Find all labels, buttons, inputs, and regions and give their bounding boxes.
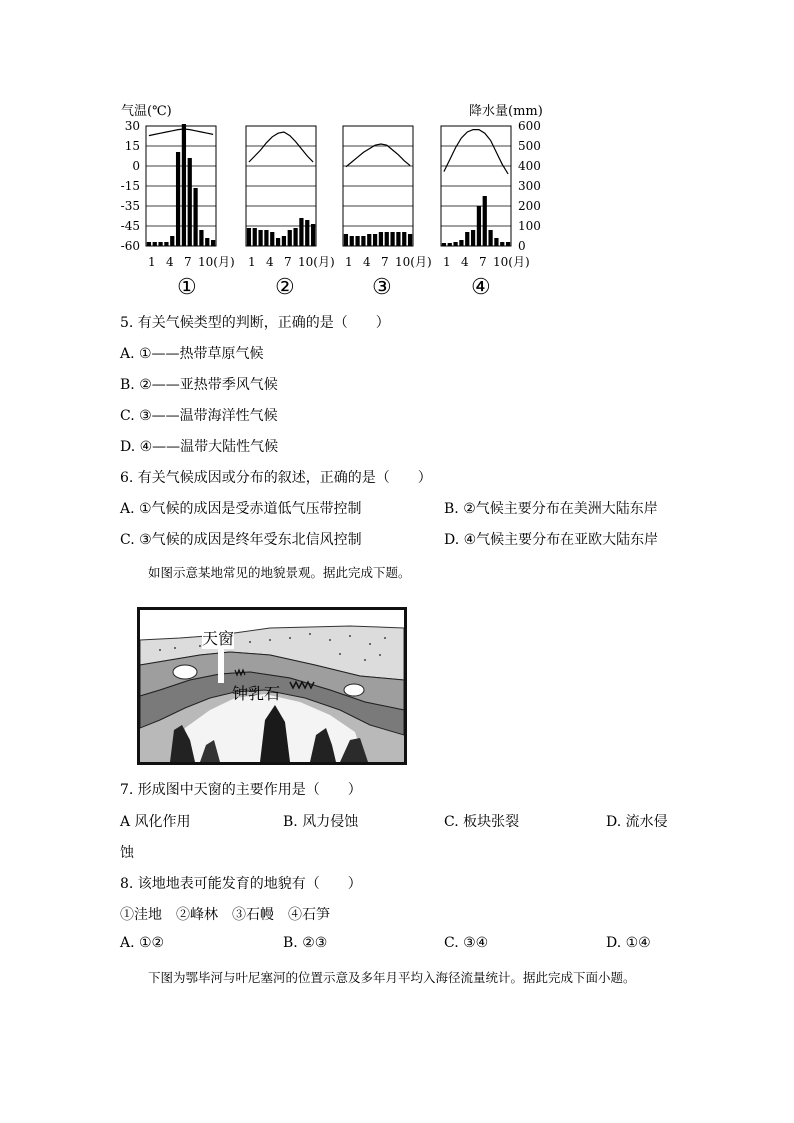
precip-bar [282,236,286,246]
q8-items: ①洼地 ②峰林 ③石幔 ④石笋 [120,907,330,923]
precip-bar [182,124,186,246]
precip-bar [355,236,359,246]
precip-bar [373,234,377,246]
precip-bar [483,196,487,246]
temp-tick-label: 30 [124,119,140,133]
month-tick-label: 4 [363,255,371,269]
temperature-curve [444,130,508,174]
chart-label-2: ② [275,275,295,300]
q5-stem: 5. 有关气候类型的判断，正确的是（ ） [120,315,390,331]
q6-option-b[interactable]: B. ②气候主要分布在美洲大陆东岸 [444,501,658,517]
precip-bar [500,242,504,246]
q5-option-a[interactable]: A. ①——热带草原气候 [120,346,264,362]
precip-tick-label: 0 [518,239,526,253]
month-tick-label: 7 [284,255,292,269]
precip-bar [258,230,262,246]
month-tick-label: 1 [248,255,256,269]
precip-bar [453,242,457,246]
precip-bar [494,238,498,246]
q7-option-c[interactable]: C. 板块张裂 [444,814,520,830]
q7-stem: 7. 形成图中天窗的主要作用是（ ） [120,782,362,798]
stalactite-label: 钟乳石 [232,684,281,703]
precipitation-axis-label: 降水量(mm) [469,104,543,119]
q7-option-a[interactable]: A 风化作用 [120,814,191,830]
precip-bar [170,236,174,246]
temperature-curve [249,132,313,162]
q8-option-b[interactable]: B. ②③ [283,935,328,951]
q6-option-c[interactable]: C. ③气候的成因是终年受东北信风控制 [120,532,362,548]
month-tick-label: 4 [166,255,174,269]
temperature-curve [346,144,410,167]
precip-bar [471,230,475,246]
precip-bar [305,220,309,246]
month-tick-label: 1 [443,255,451,269]
month-tick-label: 4 [461,255,469,269]
q5-option-b[interactable]: B. ②——亚热带季风气候 [120,377,278,393]
month-tick-label: 10(月) [198,255,235,269]
precip-bar [299,218,303,246]
precip-bar [402,232,406,246]
q7-option-d-wrap: 蚀 [120,845,134,861]
precip-bar [408,234,412,246]
temp-tick-label: 0 [132,159,140,173]
precip-bar [211,240,215,246]
precip-bar [396,232,400,246]
precip-bar [264,230,268,246]
month-tick-label: 4 [266,255,274,269]
precip-bar [477,206,481,246]
q8-option-a[interactable]: A. ①② [120,935,165,951]
q7-option-b[interactable]: B. 风力侵蚀 [283,814,359,830]
precip-bar [270,232,274,246]
precip-tick-label: 600 [518,119,541,133]
precip-tick-label: 300 [518,179,541,193]
q7-option-d[interactable]: D. 流水侵 [606,814,668,830]
intro-karst: 如图示意某地常见的地貌景观。据此完成下题。 [148,565,411,580]
precip-bar [164,242,168,246]
precip-bar [448,243,452,246]
temp-tick-label: -45 [120,219,140,233]
precip-bar [158,242,162,246]
precip-bar [344,234,348,246]
precip-bar [176,152,180,246]
month-tick-label: 10(月) [395,255,432,269]
climate-charts [110,96,560,301]
temp-tick-label: -35 [120,199,140,213]
precip-bar [293,228,297,246]
precip-bar [459,240,463,246]
q6-option-a[interactable]: A. ①气候的成因是受赤道低气压带控制 [120,501,362,517]
precip-bar [188,158,192,246]
precip-bar [379,232,383,246]
temperature-curve [149,129,213,136]
month-tick-label: 10(月) [493,255,530,269]
q8-option-c[interactable]: C. ③④ [444,935,489,951]
month-tick-label: 1 [148,255,156,269]
skylight-label: 天窗 [202,626,234,649]
month-tick-label: 10(月) [298,255,335,269]
precip-bar [311,224,315,246]
month-tick-label: 7 [479,255,487,269]
month-tick-label: 7 [381,255,389,269]
precip-bar [488,230,492,246]
precip-bar [288,230,292,246]
precip-bar [367,234,371,246]
precip-bar [276,238,280,246]
precip-bar [361,236,365,246]
precip-bar [247,228,251,246]
precip-bar [350,236,354,246]
chart-label-4: ④ [471,275,491,300]
q8-stem: 8. 该地地表可能发育的地貌有（ ） [120,876,362,892]
precip-bar [253,228,257,246]
precip-tick-label: 400 [518,159,541,173]
month-tick-label: 1 [345,255,353,269]
q6-stem: 6. 有关气候成因或分布的叙述，正确的是（ ） [120,470,432,486]
precip-tick-label: 500 [518,139,541,153]
temp-tick-label: 15 [124,139,140,153]
precip-tick-label: 200 [518,199,541,213]
precip-bar [205,238,209,246]
precip-tick-label: 100 [518,219,541,233]
precip-bar [390,232,394,246]
precip-bar [442,243,446,246]
q5-option-c[interactable]: C. ③——温带海洋性气候 [120,408,278,424]
climate-charts-svg [110,96,560,301]
temp-tick-label: -60 [120,239,140,253]
temperature-axis-label: 气温(℃) [121,104,172,119]
month-tick-label: 7 [184,255,192,269]
precip-bar [385,232,389,246]
precip-bar [147,242,151,246]
chart-label-3: ③ [372,275,392,300]
q5-option-d[interactable]: D. ④——温带大陆性气候 [120,439,279,455]
intro-rivers: 下图为鄂毕河与叶尼塞河的位置示意及多年月平均入海径流量统计。据此完成下面小题。 [148,970,636,985]
temp-tick-label: -15 [120,179,140,193]
precip-bar [199,230,203,246]
precip-bar [153,242,157,246]
precip-bar [193,188,197,246]
q8-option-d[interactable]: D. ①④ [606,935,651,951]
chart-label-1: ① [177,275,197,300]
karst-figure [137,607,407,765]
precip-bar [506,242,510,246]
q6-option-d[interactable]: D. ④气候主要分布在亚欧大陆东岸 [444,532,659,548]
precip-bar [465,232,469,246]
